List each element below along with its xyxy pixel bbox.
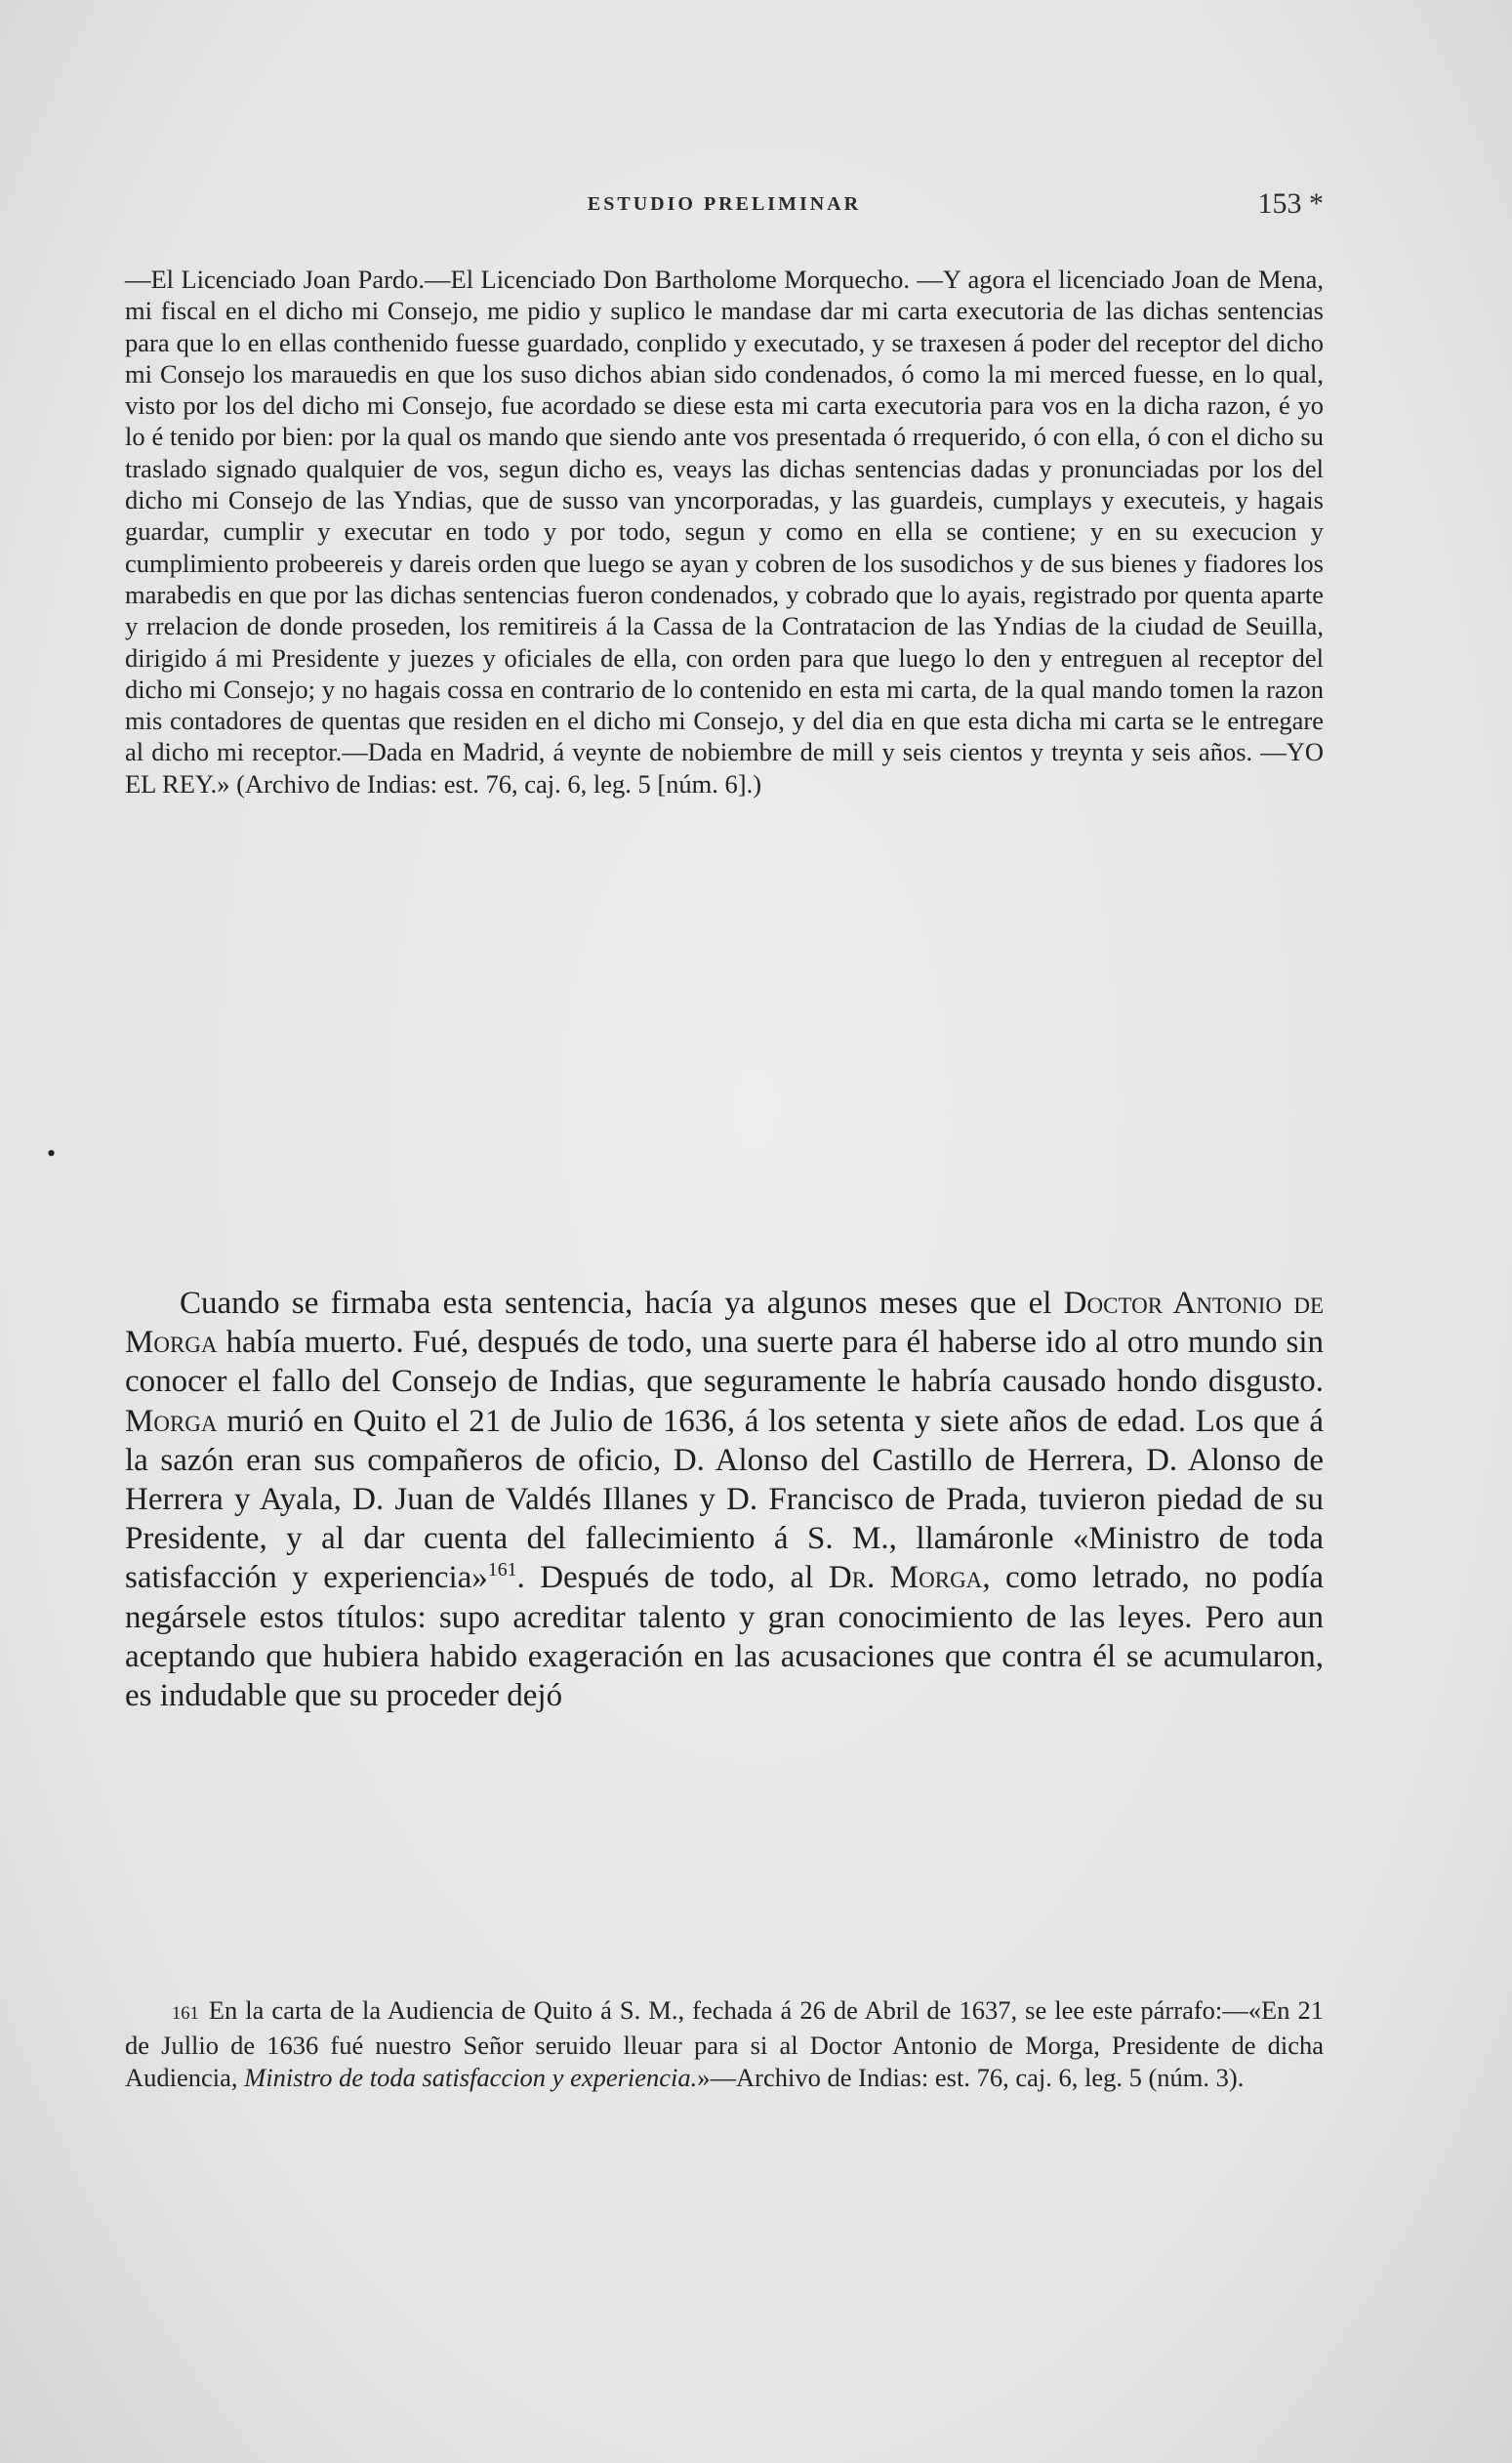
body-part-2: había muerto. Fué, después de todo, una suerte para él haberse ido al otro mundo sin conocer el fallo del Consejo de Indias, que seguramente le habría causado hondo disgusto.: [125, 1325, 1324, 1400]
footnote-italic-quote: Ministro de toda satisfaccion y experiencia.: [244, 2063, 698, 2092]
body-part-5: , como letrado, no podía negársele estos títulos: supo acreditar talento y gran conocimiento de las leyes. Pero aun aceptando que hubiera habido exageración en las acusaciones que contra él se acumularon, es indudable que su proceder dejó: [125, 1560, 1325, 1714]
document-quote-text: —El Licenciado Joan Pardo.—El Licenciado Don Bartholome Morquecho. —Y agora el licenciado Joan de Mena, mi fiscal en el dicho mi Consejo, me pidio y suplico le mandase dar mi carta executoria de las dichas sentencias para que lo en ellas conthenido fuesse guardado, conplido y executado, y se traxesen á poder del receptor del dicho mi Consejo los marauedis en que los suso dichos abian sido condenados, ó como la mi merced fuesse, en lo qual, visto por los del dicho mi Consejo, fue acordado se diese esta mi carta executoria para vos en la dicha razon, é yo lo é tenido por bien: por la qual os mando que siendo ante vos presentada ó rrequerido, ó con ella, ó con el dicho su traslado signado qualquier de vos, segun dicho es, veays las dichas sentencias dadas y pronunciadas por los del dicho mi Consejo de las Yndias, que de susso van yncorporadas, y las guardeis, cumplays y executeis, y hagais guardar, cumplir y executar en todo y por todo, segun y como en ella se contiene; y en su execucion y cumplimiento probeereis y dareis orden que luego se ayan y cobren de los susodichos y de sus bienes y fiadores los marabedis en que por las dichas sentencias fueron condenados, y cobrado que lo ayais, registrado por quenta aparte y rrelacion de donde proseden, los remitireis á la Cassa de la Contratacion de las Yndias de la ciudad de Seuilla, dirigido á mi Presidente y juezes y oficiales de ella, con orden para que luego lo den y entreguen al receptor del dicho mi Consejo; y no hagais cossa en contrario de lo contenido en esta mi carta, de la qual mando tomen la razon mis contadores de quentas que residen en el dicho mi Consejo, y del dia en que esta dicha mi carta se le entregare al dicho mi receptor.—Dada en Madrid, á veynte de nobiembre de mill y seis cientos y treynta y seis años. —YO EL REY.» (Archivo de Indias: est. 76, caj. 6, leg. 5 [núm. 6].): [125, 265, 1324, 799]
footnote: [125, 1994, 1324, 2094]
document-quote: [125, 264, 1324, 800]
margin-mark: •: [47, 1139, 57, 1168]
main-paragraph-text: [125, 1284, 1324, 1715]
page-number: 153 *: [1257, 187, 1324, 220]
footnote-part-1: En la carta de la Audiencia de Quito á S. M., fechada á 26 de Abril de 1637, se lee este párrafo:—«En 21 de Jullio de 1636 fué nuestro Señor seruido lleuar para si al Doctor Antonio de Morga, Presidente de dicha Audiencia,: [125, 1995, 1324, 2092]
body-part-1: Cuando se firmaba esta sentencia, hacía ya algunos meses que el: [180, 1286, 1052, 1321]
footnote-reference: 161: [487, 1559, 517, 1581]
person-name-morga: Morga: [125, 1403, 218, 1439]
footnote-text: [125, 1994, 1324, 2094]
person-name-doctor-morga: Doctor Antonio de Morga: [125, 1286, 1324, 1361]
footnote-part-2: »—Archivo de Indias: est. 76, caj. 6, leg. 5 (núm. 3).: [697, 2063, 1245, 2092]
person-name-dr-morga: Dr. Morga: [828, 1560, 983, 1596]
footnote-number: 161: [172, 2003, 199, 2024]
body-part-4: . Después de todo, al: [516, 1560, 814, 1596]
main-paragraph: [125, 1284, 1324, 1715]
running-head: [125, 187, 1324, 232]
running-head-title: ESTUDIO PRELIMINAR: [587, 193, 862, 215]
body-part-3: murió en Quito el 21 de Julio de 1636, á los setenta y siete años de edad. Los que á la sazón eran sus compañeros de oficio, D. Alonso del Castillo de Herrera, D. Alonso de Herrera y Ayala, D. Juan de Valdés Illanes y D. Francisco de Prada, tuvieron piedad de su Presidente, y al dar cuenta del fallecimiento á S. M., llamáronle «Ministro de toda satisfacción y experiencia»: [125, 1403, 1325, 1596]
